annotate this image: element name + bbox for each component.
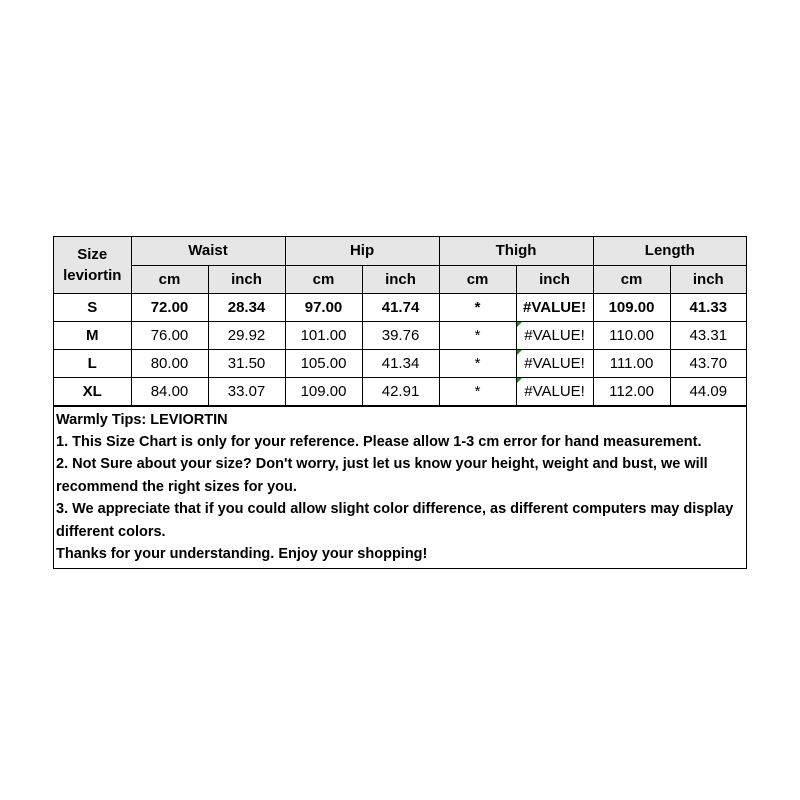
size-cell: L <box>54 349 131 377</box>
table-cell: 31.50 <box>208 349 285 377</box>
table-cell: 43.31 <box>670 321 746 349</box>
unit-header: cm <box>285 265 362 293</box>
group-header-length: Length <box>593 237 746 265</box>
size-cell: M <box>54 321 131 349</box>
size-chart <box>53 236 747 569</box>
table-cell: 42.91 <box>362 377 439 405</box>
table-cell: 41.33 <box>670 293 746 321</box>
table-cell: 112.00 <box>593 377 670 405</box>
unit-header: inch <box>670 265 746 293</box>
tip-item: 1. This Size Chart is only for your reference. Please allow 1-3 cm error for hand measurement. <box>56 433 702 450</box>
table-row-l <box>54 349 746 377</box>
size-header-brand: leviortin <box>63 266 122 284</box>
error-value: #VALUE! <box>524 354 585 372</box>
table-cell: 41.34 <box>362 349 439 377</box>
table-cell: 84.00 <box>131 377 208 405</box>
error-marker-icon <box>517 378 522 383</box>
table-cell: 101.00 <box>285 321 362 349</box>
error-cell <box>516 321 593 349</box>
error-value: #VALUE! <box>524 382 585 400</box>
table-cell: 105.00 <box>285 349 362 377</box>
table-row-xl <box>54 377 746 405</box>
table-cell: 29.92 <box>208 321 285 349</box>
tips-section <box>54 406 746 569</box>
table-cell: 111.00 <box>593 349 670 377</box>
tips-heading: Warmly Tips: LEVIORTIN <box>56 411 228 428</box>
table-cell: 76.00 <box>131 321 208 349</box>
table-cell: 109.00 <box>593 293 670 321</box>
table-cell: 80.00 <box>131 349 208 377</box>
table-cell: 44.09 <box>670 377 746 405</box>
table-cell: * <box>439 293 516 321</box>
error-cell <box>516 377 593 405</box>
error-value: #VALUE! <box>524 326 585 344</box>
header-row-units <box>54 265 746 293</box>
table-cell: 39.76 <box>362 321 439 349</box>
error-cell <box>516 349 593 377</box>
unit-header: inch <box>516 265 593 293</box>
table-cell: 72.00 <box>131 293 208 321</box>
unit-header: inch <box>362 265 439 293</box>
size-table <box>54 237 746 406</box>
size-header-label: Size <box>77 245 108 263</box>
table-cell: 109.00 <box>285 377 362 405</box>
unit-header: cm <box>593 265 670 293</box>
unit-header: cm <box>131 265 208 293</box>
table-cell: #VALUE! <box>516 293 593 321</box>
table-cell: 110.00 <box>593 321 670 349</box>
tip-item: 3. We appreciate that if you could allow slight color difference, as different computers may display different colors. <box>56 501 734 540</box>
table-cell: 28.34 <box>208 293 285 321</box>
size-cell: XL <box>54 377 131 405</box>
unit-header: inch <box>208 265 285 293</box>
table-cell: 97.00 <box>285 293 362 321</box>
table-cell: 41.74 <box>362 293 439 321</box>
size-header-cell <box>54 237 131 293</box>
table-cell: * <box>439 321 516 349</box>
error-marker-icon <box>517 322 522 327</box>
group-header-thigh: Thigh <box>439 237 593 265</box>
table-cell: * <box>439 377 516 405</box>
group-header-hip: Hip <box>285 237 439 265</box>
unit-header: cm <box>439 265 516 293</box>
tip-item: 2. Not Sure about your size? Don't worry, just let us know your height, weight and bust, we will recommend the right sizes for you. <box>56 456 708 495</box>
size-cell: S <box>54 293 131 321</box>
table-cell: * <box>439 349 516 377</box>
table-row-s <box>54 293 746 321</box>
error-marker-icon <box>517 350 522 355</box>
header-row-groups <box>54 237 746 265</box>
group-header-waist: Waist <box>131 237 285 265</box>
table-cell: 43.70 <box>670 349 746 377</box>
tips-closing: Thanks for your understanding. Enjoy your shopping! <box>56 545 428 562</box>
table-row-m <box>54 321 746 349</box>
table-cell: 33.07 <box>208 377 285 405</box>
